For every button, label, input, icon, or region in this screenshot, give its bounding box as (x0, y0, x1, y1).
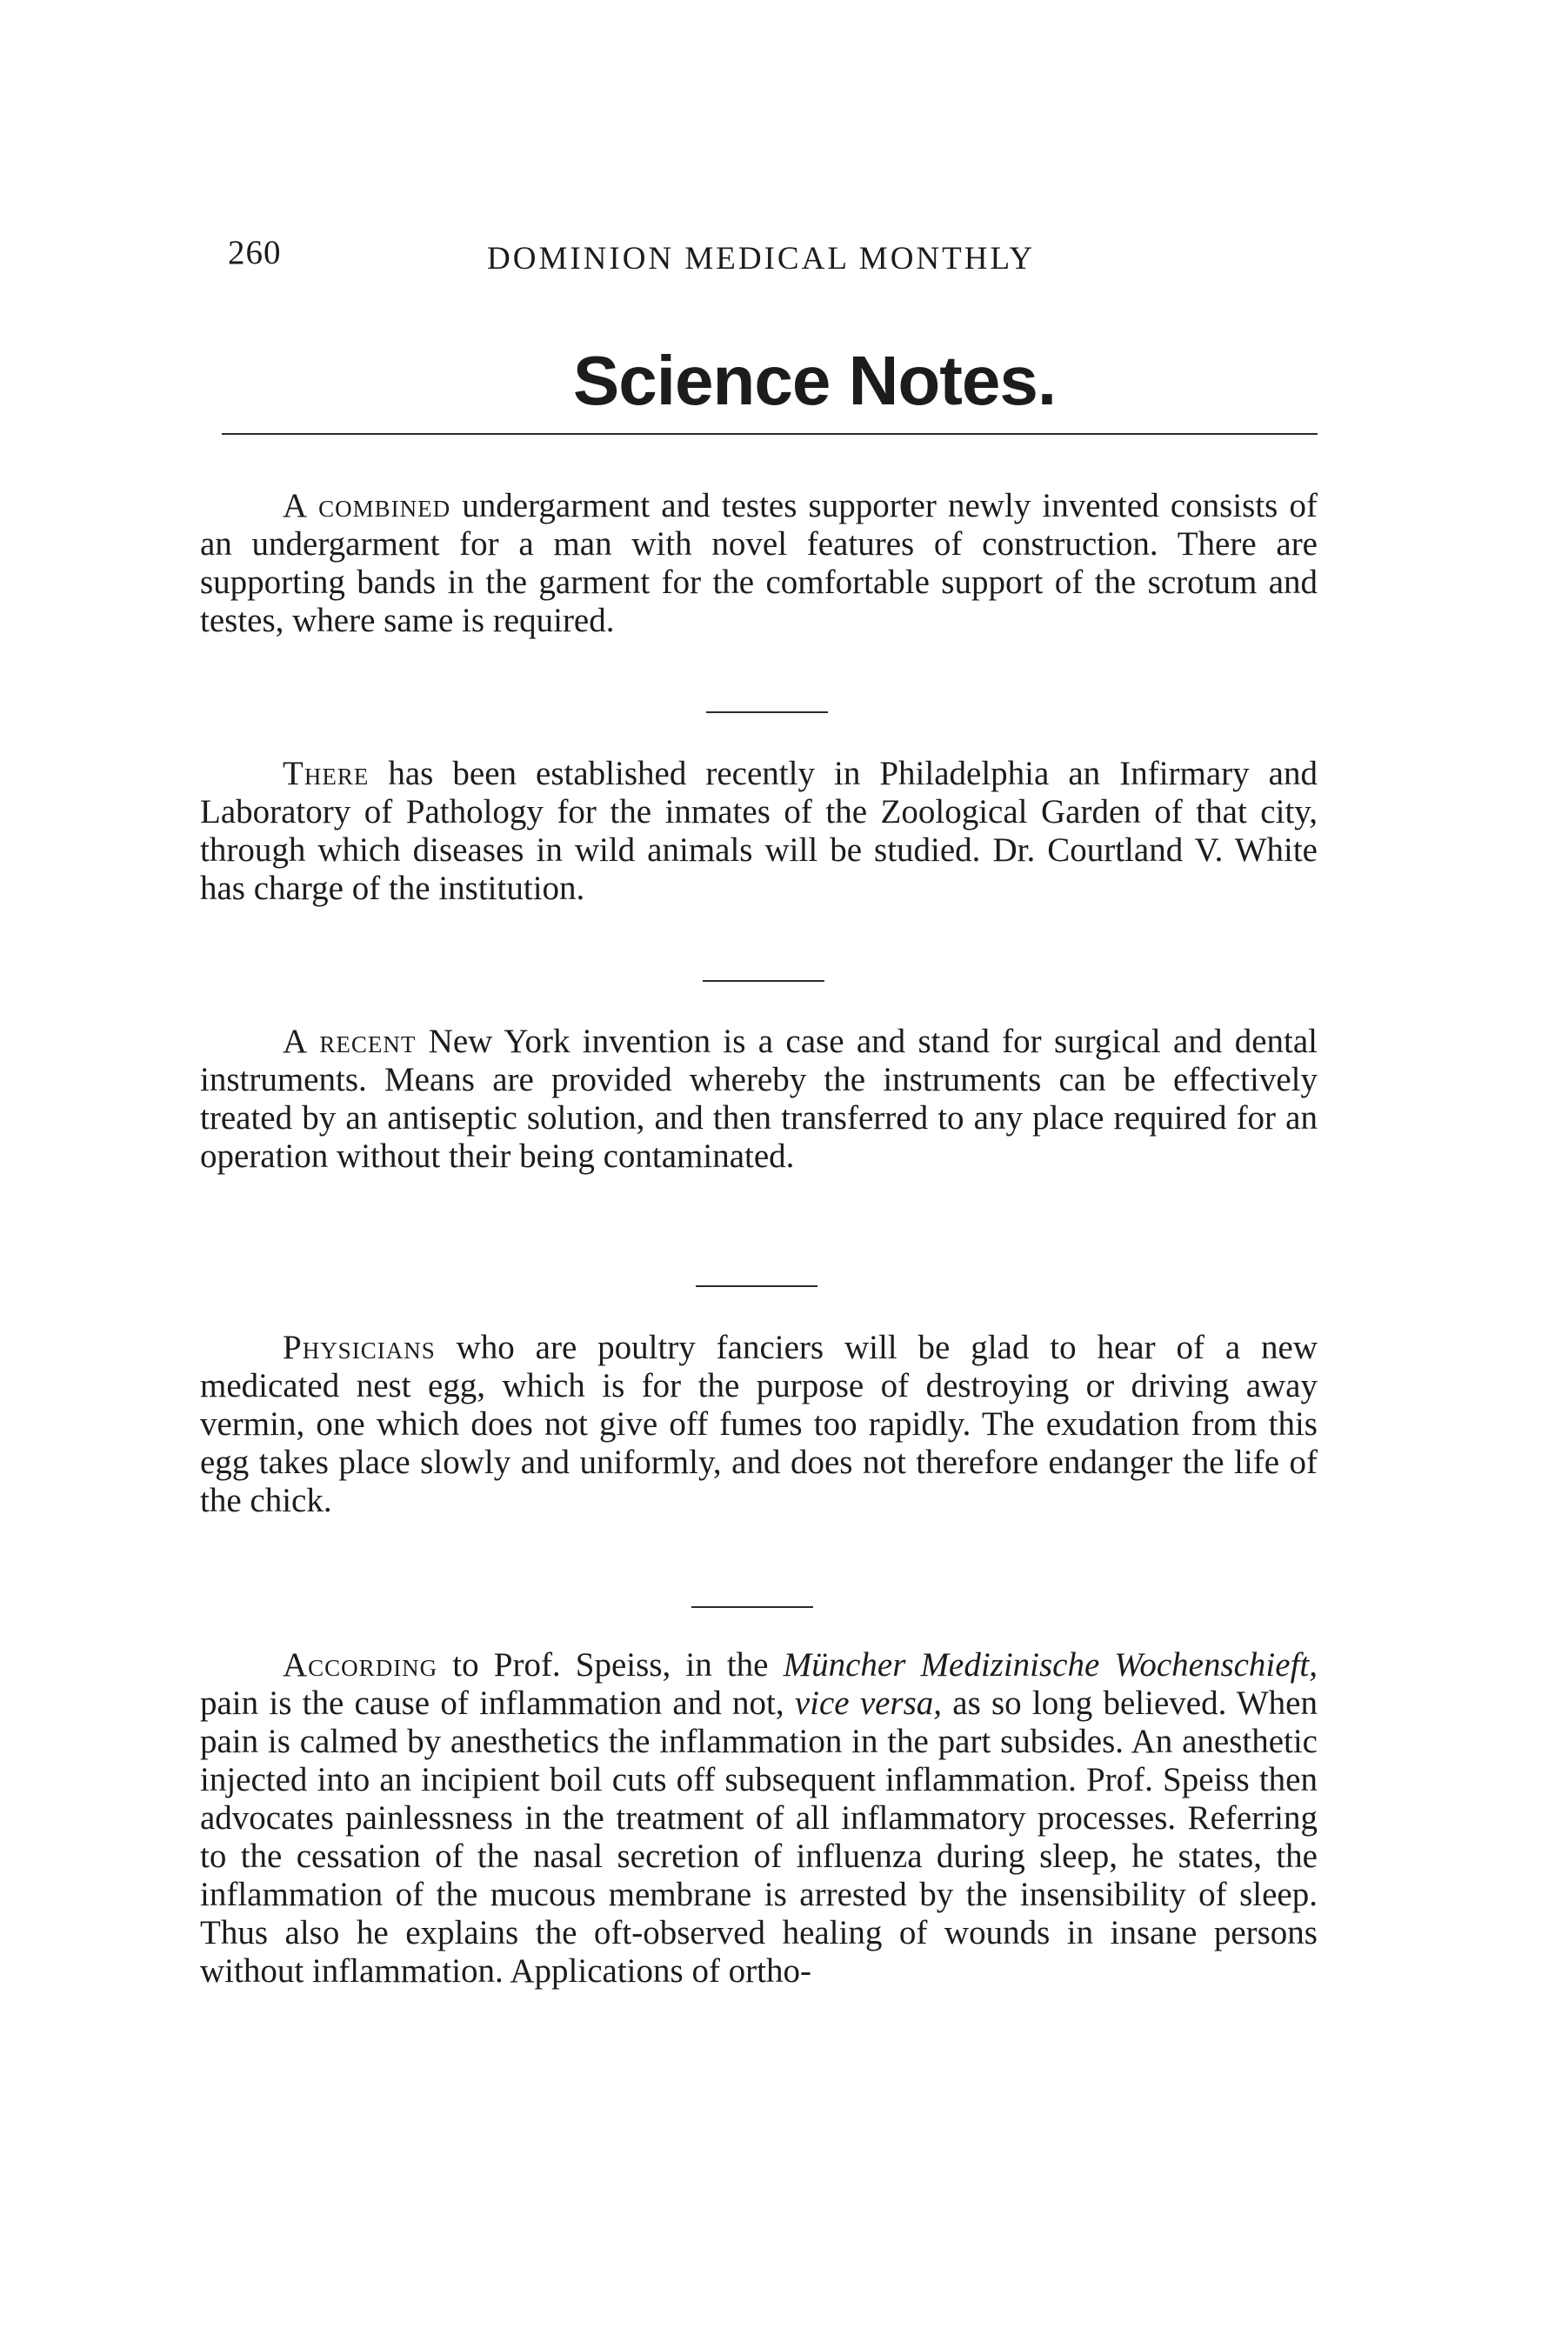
note-text: who are poultry fanciers will be glad to hear of a new medicated nest egg, which is for the purpose of destroying or driving away vermin, one which does not give off fumes too rapidly. The exudation from this egg takes place slowly and uniformly, and does not therefore endanger the life of the chick. (200, 1329, 1318, 1519)
note-text: New York invention is a case and stand for surgical and dental instruments. Means are provided whereby the instruments can be effectively treated by an antiseptic solution, and then transferred to any place required for an operation without their being contaminated. (200, 1023, 1318, 1175)
note-text: has been established recently in Philadelphia an Infirmary and Laboratory of Pathology for the inmates of the Zoological Garden of that city, through which diseases in wild animals will be studied. Dr. Courtland V. White has charge of the institution. (200, 755, 1318, 907)
note-lead: A recent (283, 1023, 417, 1060)
note-medicated-nest-egg (200, 1329, 1318, 1520)
note-combined-undergarment (200, 487, 1318, 640)
vice-versa: vice versa, (794, 1684, 943, 1722)
note-lead: Physicians (283, 1329, 436, 1366)
note-divider (703, 980, 824, 982)
note-text: undergarment and testes supporter newly invented consists of an undergarment for a man with novel features of construction. There are supporting bands in the garment for the comfortable support of the scrotum and testes, where same is required. (200, 487, 1318, 639)
section-title: Science Notes. (572, 342, 1057, 419)
note-lead: A combined (283, 487, 451, 524)
note-divider (696, 1285, 817, 1287)
title-rule (222, 433, 1318, 435)
note-text: as so long believed. When pain is calmed by anesthetics the inflammation in the part subsides. An anesthetic injected into an incipient boil cuts off subsequent inflammation. Prof. Speiss then advocates painlessness in the treatment of all inflammatory processes. Referring to the cessation of the nasal secretion of influenza during sleep, he states, the inflammation of the mucous membrane is arrested by the insensibility of sleep. Thus also he explains the oft-observed healing of wounds in insane persons without inflammation. Applications of ortho- (200, 1684, 1318, 1990)
note-text: pain is the cause of inflammation and not, (200, 1684, 795, 1722)
journal-title: DOMINION MEDICAL MONTHLY (487, 241, 1036, 277)
note-text: to Prof. Speiss, in the (437, 1646, 784, 1684)
note-lead: According (283, 1646, 438, 1684)
note-divider (691, 1606, 813, 1608)
note-divider (706, 711, 828, 713)
running-head (0, 233, 1568, 277)
note-speiss-inflammation (200, 1646, 1318, 1991)
note-philadelphia-infirmary (200, 755, 1318, 908)
note-lead: There (283, 755, 370, 792)
journal-name: Müncher Medizinische Wochenschieft, (783, 1646, 1318, 1684)
note-instrument-case (200, 1023, 1318, 1176)
page-number: 260 (228, 234, 282, 271)
